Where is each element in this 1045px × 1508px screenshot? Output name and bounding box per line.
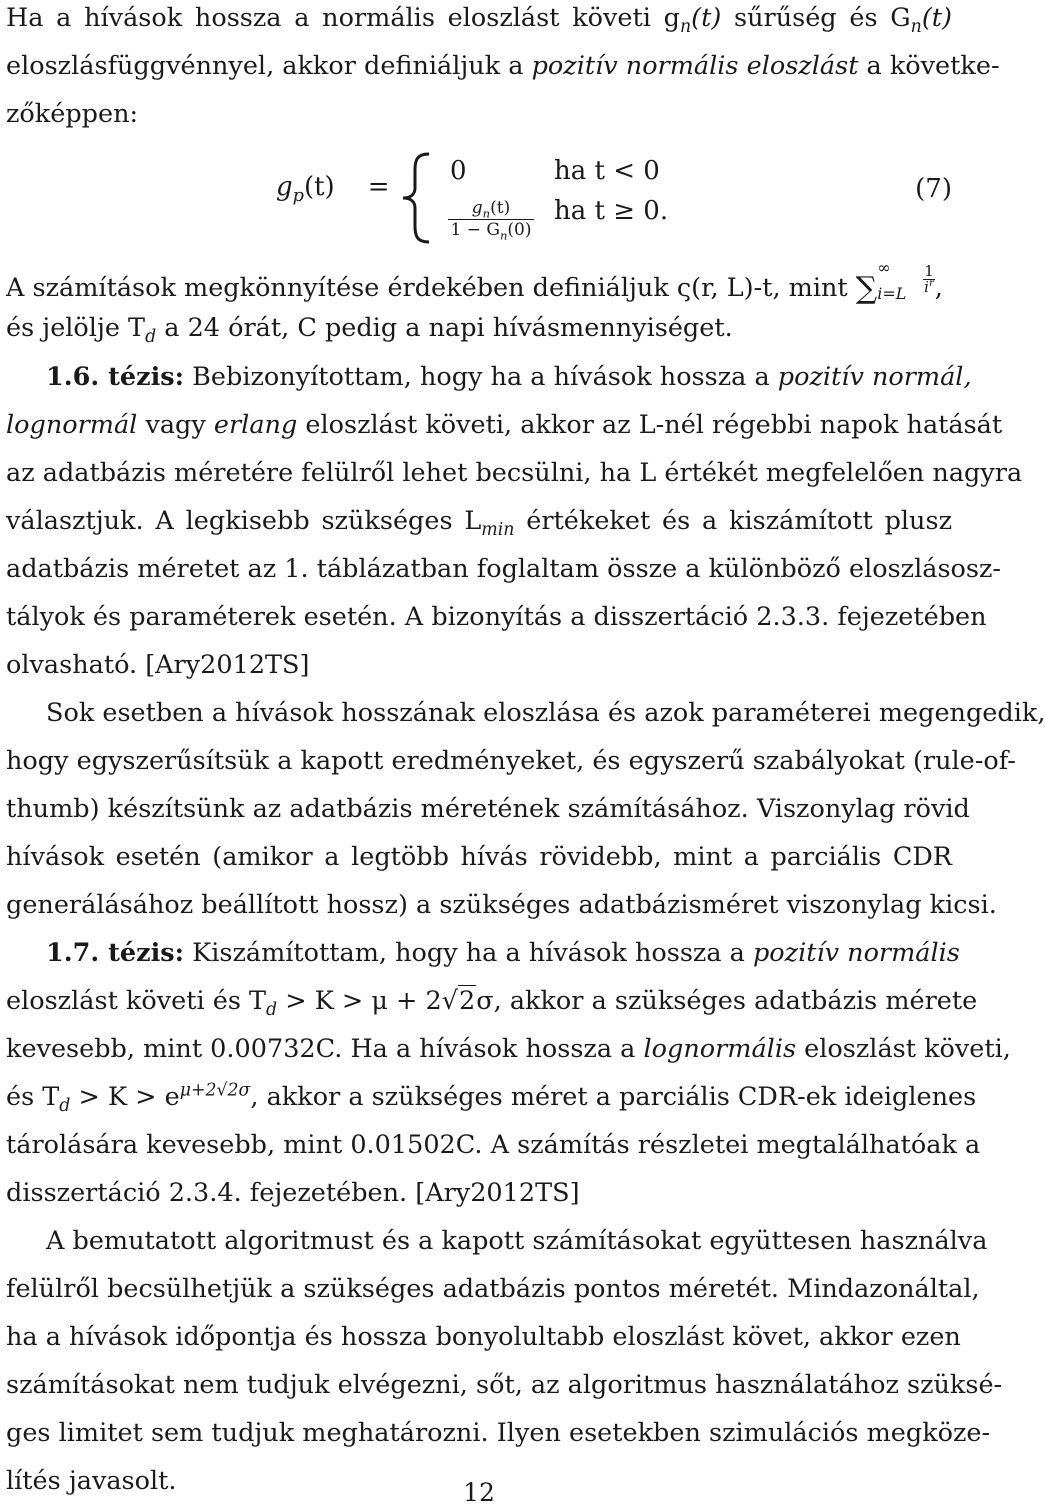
para-3-line-5: ges limitet sem tudjuk meghatározni. Ilyen esetekben szimulációs megköze- xyxy=(6,1418,991,1448)
thesis-1-7-line-5: tárolására kevesebb, mint 0.01502C. A számítás részletei megtalálhatóak a xyxy=(6,1130,981,1160)
thesis-1-6-line-6: tályok és paraméterek esetén. A bizonyítás a disszertáció 2.3.3. fejezetében xyxy=(6,602,987,632)
case-2-fraction: $\frac{g_n(t)}{1 - G_n(0)}$ xyxy=(448,198,534,240)
sigma-definition-line-1: A számítások megkönnyítése érdekében definiáljuk ς(r, L)-t, mint ∑ ∞ i=L $\frac{1}{i^r}$ , xyxy=(6,258,943,306)
thesis-1-6-line-1: 1.6. tézis: Bebizonyítottam, hogy ha a hívások hossza a pozitív normál, xyxy=(46,362,972,392)
equation-7 xyxy=(6,148,952,244)
para-3-line-4: számításokat nem tudjuk elvégezni, sőt, az algoritmus használatához szüksé- xyxy=(6,1370,1003,1400)
thesis-1-7-line-4: és $T_d > K > e^{\mu+2√2\sigma}$, akkor a szükséges méret a parciális CDR-ek ideiglenes xyxy=(6,1080,977,1117)
thesis-1-7-line-6: disszertáció 2.3.4. fejezetében. [Ary2012TS] xyxy=(6,1178,580,1208)
intro-line-3: zőképpen: xyxy=(6,99,139,129)
case-2-condition: ha t ≥ 0. xyxy=(554,196,669,226)
para-2-line-2: hogy egyszerűsítsük a kapott eredményeket, és egyszerű szabályokat (rule-of- xyxy=(6,746,1016,776)
equation-lhs: $g_p(t)$ = xyxy=(276,172,390,207)
thesis-1-7-line-1: 1.7. tézis: Kiszámítottam, hogy ha a hívások hossza a pozitív normális xyxy=(46,938,960,968)
case-1-value: 0 xyxy=(450,156,467,186)
thesis-1-7-line-3: kevesebb, mint 0.00732C. Ha a hívások hossza a lognormális eloszlást követi, xyxy=(6,1034,1011,1064)
thesis-1-7-line-2: eloszlást követi és $T_d > K > \mu + 2√2\sigma$, akkor a szükséges adatbázis mérete xyxy=(6,986,978,1021)
para-3-line-6: lítés javasolt. xyxy=(6,1466,177,1496)
document-page xyxy=(6,0,1045,1508)
thesis-1-6-line-3: az adatbázis méretére felülről lehet becsülni, ha L értékét megfelelően nagyra xyxy=(6,458,1023,488)
para-2-line-4: hívások esetén (amikor a legtöbb hívás rövidebb, mint a parciális CDR xyxy=(6,842,952,872)
intro-line-1: Ha a hívások hossza a normális eloszlást követi $g_n(t)$ sűrűség és $G_n(t)$ xyxy=(6,3,952,38)
left-brace-icon xyxy=(399,152,435,244)
para-2-line-1: Sok esetben a hívások hosszának eloszlása és azok paraméterei megengedik, xyxy=(46,698,1045,728)
sigma-definition-line-2: és jelölje $T_d$ a 24 órát, C pedig a napi hívásmennyiséget. xyxy=(6,313,733,348)
thesis-1-6-line-5: adatbázis méretet az 1. táblázatban foglaltam össze a különböző eloszlásosz- xyxy=(6,554,1002,584)
thesis-1-6-line-4: választjuk. A legkisebb szükséges $L_{min}$ értékeket és a kiszámított plusz xyxy=(6,506,952,541)
para-3-line-3: ha a hívások időpontja és hossza bonyolultabb eloszlást követ, akkor ezen xyxy=(6,1322,961,1352)
case-1-condition: ha t < 0 xyxy=(554,156,660,186)
thesis-1-6-line-2: lognormál vagy erlang eloszlást követi, akkor az L-nél régebbi napok hatását xyxy=(6,410,1003,440)
page-number: 12 xyxy=(463,1478,495,1507)
para-2-line-3: thumb) készítsünk az adatbázis méretének számításához. Viszonylag rövid xyxy=(6,794,970,824)
para-2-line-5: generálásához beállított hossz) a szükséges adatbázisméret viszonylag kicsi. xyxy=(6,890,997,920)
thesis-1-6-line-7: olvasható. [Ary2012TS] xyxy=(6,650,310,680)
intro-line-2: eloszlásfüggvénnyel, akkor definiáljuk a pozitív normális eloszlást a követke- xyxy=(6,51,1000,81)
para-3-line-2: felülről becsülhetjük a szükséges adatbázis pontos méretét. Mindazonáltal, xyxy=(6,1274,980,1304)
equation-number: (7) xyxy=(915,174,952,204)
para-3-line-1: A bemutatott algoritmust és a kapott számításokat együttesen használva xyxy=(46,1226,988,1256)
